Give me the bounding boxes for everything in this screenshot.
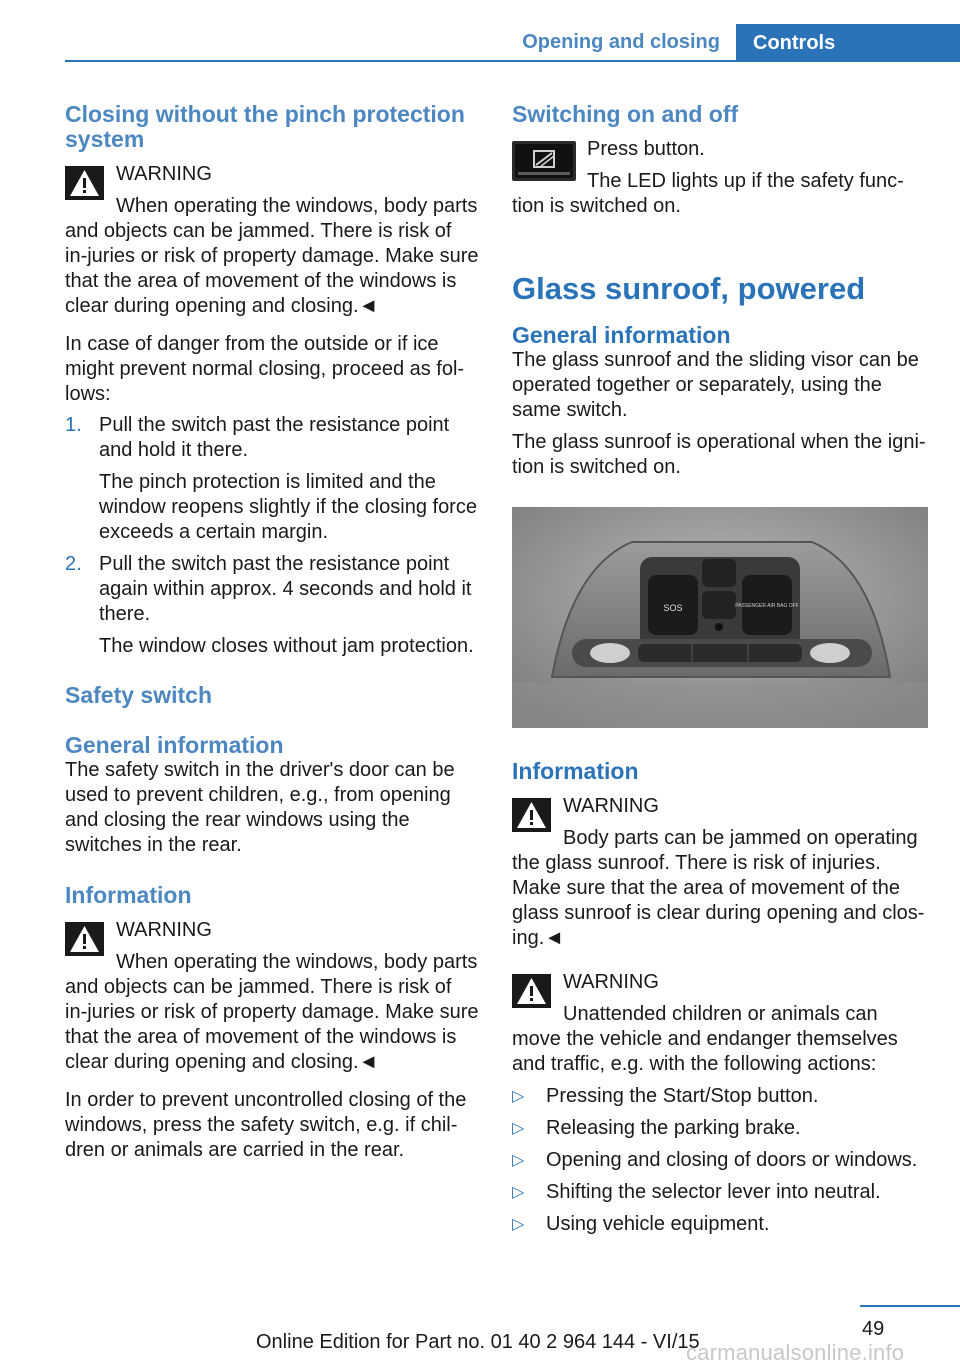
- sos-label: SOS: [663, 603, 683, 613]
- general-info-text: The glass sunroof and the sliding visor can be operated together or separately, using the same switch.: [512, 349, 919, 421]
- actions-list: [512, 1084, 928, 1237]
- header-tab-label: Controls: [753, 32, 836, 54]
- list-item: [65, 413, 479, 545]
- bullet-marker-icon: ▷: [512, 1184, 525, 1201]
- bullet-marker-icon: ▷: [512, 1152, 525, 1169]
- safety-switch-heading: Safety switch: [65, 682, 212, 708]
- switching-heading: Switching on and off: [512, 101, 739, 127]
- footer-rule: [860, 1305, 960, 1307]
- header-tab-controls: [736, 24, 960, 62]
- warning-text-first: When operating the windows, body parts: [116, 195, 478, 217]
- list-item: [512, 1116, 928, 1141]
- list-item: [512, 1180, 928, 1205]
- warning-text: and objects can be jammed. There is risk of in-juries or risk of property damage. Make sure that the area of movement of the windows is clear during opening and closing.◄: [65, 220, 479, 317]
- general-info-heading: General information: [512, 322, 731, 348]
- steps-list: [65, 413, 479, 659]
- led-text: tion is switched on.: [512, 195, 681, 217]
- warning-label: WARNING: [563, 795, 659, 817]
- led-text-first: The LED lights up if the safety func-: [587, 170, 904, 192]
- press-button-text: Press button.: [587, 138, 705, 160]
- list-item: [65, 552, 479, 659]
- list-item: [512, 1084, 928, 1109]
- bullet-text: Shifting the selector lever into neutral.: [546, 1181, 881, 1203]
- information-heading: Information: [512, 758, 639, 784]
- warning-text: and objects can be jammed. There is risk of in-juries or risk of property damage. Make sure that the area of movement of the windows is clear during opening and closing.◄: [65, 976, 479, 1073]
- closing-heading: Closing without the pinch protection system: [65, 101, 465, 152]
- information-heading: Information: [65, 882, 192, 908]
- general-info-text: The safety switch in the driver's door can be used to prevent children, e.g., from opening and closing the rear windows using the switches in the rear.: [65, 759, 455, 856]
- warning-label: WARNING: [563, 971, 659, 993]
- left-column: [65, 102, 479, 1163]
- warning-block: [65, 918, 479, 1075]
- warning-text-first: Body parts can be jammed on operating: [563, 827, 918, 849]
- header-section-title: Opening and closing: [522, 31, 720, 53]
- warning-block: [65, 162, 479, 319]
- page-header: [0, 0, 960, 64]
- general-info-text-2: The glass sunroof is operational when the igni-tion is switched on.: [512, 431, 926, 478]
- warning-text-first: When operating the windows, body parts: [116, 951, 478, 973]
- airbag-label: PASSENGER AIR BAG OFF: [735, 603, 799, 609]
- edition-text: Online Edition for Part no. 01 40 2 964 144 - VI/15: [256, 1331, 700, 1353]
- warning-text: move the vehicle and endanger themselves and traffic, e.g. with the following actions:: [512, 1028, 898, 1075]
- warning-text: the glass sunroof. There is risk of injuries. Make sure that the area of movement of the glass sunroof is clear during opening and clos-ing.◄: [512, 852, 925, 949]
- bullet-marker-icon: ▷: [512, 1120, 525, 1137]
- sunroof-heading: Glass sunroof, powered: [512, 271, 866, 306]
- warning-icon: [65, 166, 104, 200]
- switch-instruction: [512, 137, 928, 219]
- bullet-text: Releasing the parking brake.: [546, 1117, 801, 1139]
- bullet-text: Using vehicle equipment.: [546, 1213, 770, 1235]
- right-column: [512, 102, 928, 1237]
- general-info-heading: General information: [65, 732, 284, 758]
- step-number: 2.: [65, 553, 82, 575]
- list-item: [512, 1212, 928, 1237]
- bullet-marker-icon: ▷: [512, 1216, 525, 1233]
- bullet-marker-icon: ▷: [512, 1088, 525, 1105]
- warning-text-first: Unattended children or animals can: [563, 1003, 878, 1025]
- bullet-text: Opening and closing of doors or windows.: [546, 1149, 918, 1171]
- page-number: 49: [862, 1318, 885, 1340]
- step-number: 1.: [65, 414, 82, 436]
- step-text: Pull the switch past the resistance point again within approx. 4 seconds and hold it there.: [99, 553, 472, 625]
- overhead-console-photo: [512, 507, 928, 728]
- step-text: Pull the switch past the resistance point and hold it there.: [99, 414, 450, 461]
- warning-block: [512, 794, 928, 951]
- danger-intro: In case of danger from the outside or if ice might prevent normal closing, proceed as fol-lows:: [65, 333, 465, 405]
- list-item: [512, 1148, 928, 1173]
- step-subtext: The pinch protection is limited and the window reopens slightly if the closing force exceeds a certain margin.: [99, 471, 477, 543]
- header-rule: [65, 60, 960, 62]
- warning-icon: [512, 974, 551, 1008]
- warning-label: WARNING: [116, 163, 212, 185]
- bullet-text: Pressing the Start/Stop button.: [546, 1085, 819, 1107]
- step-subtext: The window closes without jam protection.: [99, 635, 474, 657]
- prevent-text: In order to prevent uncontrolled closing of the windows, press the safety switch, e.g. if chil-dren or animals are carried in the rear.: [65, 1089, 467, 1161]
- warning-label: WARNING: [116, 919, 212, 941]
- window-safety-button-icon: [512, 141, 576, 181]
- warning-block: [512, 970, 928, 1077]
- watermark: carmanualsonline.info: [686, 1340, 905, 1365]
- warning-icon: [512, 798, 551, 832]
- warning-icon: [65, 922, 104, 956]
